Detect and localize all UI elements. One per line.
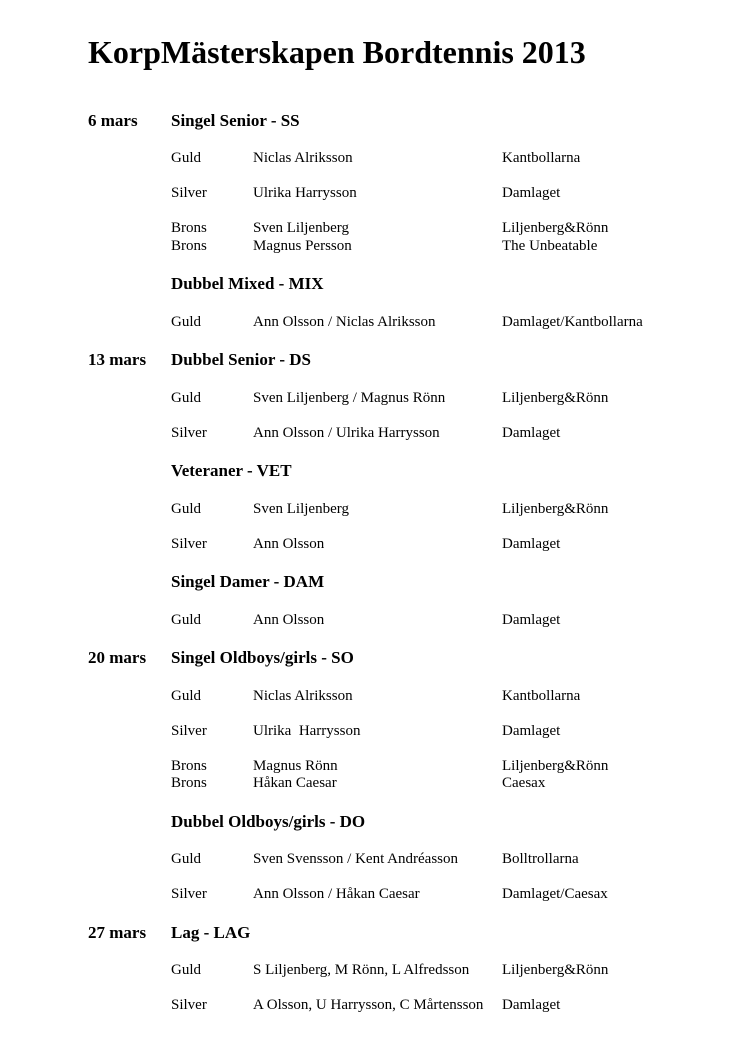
medal-label: Guld <box>171 314 201 330</box>
player-name: Sven Liljenberg <box>253 501 349 517</box>
medal-label: Brons <box>171 220 207 236</box>
date-label: 13 mars <box>88 350 147 369</box>
player-name: Ann Olsson / Niclas Alriksson <box>253 314 436 330</box>
event-heading: Singel Damer - DAM <box>171 572 325 591</box>
event-heading: Dubbel Mixed - MIX <box>171 274 324 293</box>
event-heading: Veteraner - VET <box>171 461 292 480</box>
event-heading: Dubbel Oldboys/girls - DO <box>171 812 366 831</box>
club-name: Damlaget <box>502 723 561 739</box>
club-name: Liljenberg&Rönn <box>502 758 609 774</box>
club-name: Liljenberg&Rönn <box>502 501 609 517</box>
date-label: 20 mars <box>88 648 147 667</box>
club-name: Damlaget <box>502 536 561 552</box>
medal-label: Silver <box>171 723 207 739</box>
player-name: Sven Liljenberg <box>253 220 349 236</box>
medal-label: Silver <box>171 536 207 552</box>
medal-label: Brons <box>171 758 207 774</box>
medal-label: Guld <box>171 150 201 166</box>
player-name: Niclas Alriksson <box>253 688 353 704</box>
player-name: S Liljenberg, M Rönn, L Alfredsson <box>253 962 470 978</box>
medal-label: Brons <box>171 238 207 254</box>
event-heading: Singel Oldboys/girls - SO <box>171 648 354 667</box>
player-name: Håkan Caesar <box>253 775 337 791</box>
player-name: Magnus Persson <box>253 238 352 254</box>
medal-label: Guld <box>171 501 201 517</box>
event-heading: Dubbel Senior - DS <box>171 350 311 369</box>
player-name: Ann Olsson <box>253 536 325 552</box>
club-name: Damlaget/Kantbollarna <box>502 314 643 330</box>
player-name: Ann Olsson / Ulrika Harrysson <box>253 425 440 441</box>
medal-label: Guld <box>171 688 201 704</box>
club-name: Caesax <box>502 775 546 791</box>
club-name: Bolltrollarna <box>502 851 579 867</box>
medal-label: Guld <box>171 851 201 867</box>
club-name: Kantbollarna <box>502 150 581 166</box>
medal-label: Silver <box>171 185 207 201</box>
player-name: Ann Olsson <box>253 612 325 628</box>
player-name: Sven Svensson / Kent Andréasson <box>253 851 458 867</box>
event-heading: Singel Senior - SS <box>171 111 300 130</box>
medal-label: Silver <box>171 997 207 1013</box>
club-name: The Unbeatable <box>502 238 598 254</box>
club-name: Liljenberg&Rönn <box>502 962 609 978</box>
player-name: A Olsson, U Harrysson, C Mårtensson <box>253 997 484 1013</box>
date-label: 27 mars <box>88 923 147 942</box>
medal-label: Guld <box>171 962 201 978</box>
club-name: Damlaget/Caesax <box>502 886 608 902</box>
medal-label: Brons <box>171 775 207 791</box>
player-name: Ann Olsson / Håkan Caesar <box>253 886 420 902</box>
page-title: KorpMästerskapen Bordtennis 2013 <box>88 34 586 70</box>
club-name: Damlaget <box>502 612 561 628</box>
player-name: Magnus Rönn <box>253 758 338 774</box>
club-name: Liljenberg&Rönn <box>502 390 609 406</box>
medal-label: Silver <box>171 425 207 441</box>
club-name: Damlaget <box>502 425 561 441</box>
player-name: Ulrika Harrysson <box>253 723 361 739</box>
club-name: Liljenberg&Rönn <box>502 220 609 236</box>
medal-label: Guld <box>171 612 201 628</box>
club-name: Damlaget <box>502 997 561 1013</box>
event-heading: Lag - LAG <box>171 923 251 942</box>
club-name: Kantbollarna <box>502 688 581 704</box>
medal-label: Guld <box>171 390 201 406</box>
club-name: Damlaget <box>502 185 561 201</box>
player-name: Ulrika Harrysson <box>253 185 357 201</box>
player-name: Niclas Alriksson <box>253 150 353 166</box>
date-label: 6 mars <box>88 111 138 130</box>
player-name: Sven Liljenberg / Magnus Rönn <box>253 390 446 406</box>
medal-label: Silver <box>171 886 207 902</box>
